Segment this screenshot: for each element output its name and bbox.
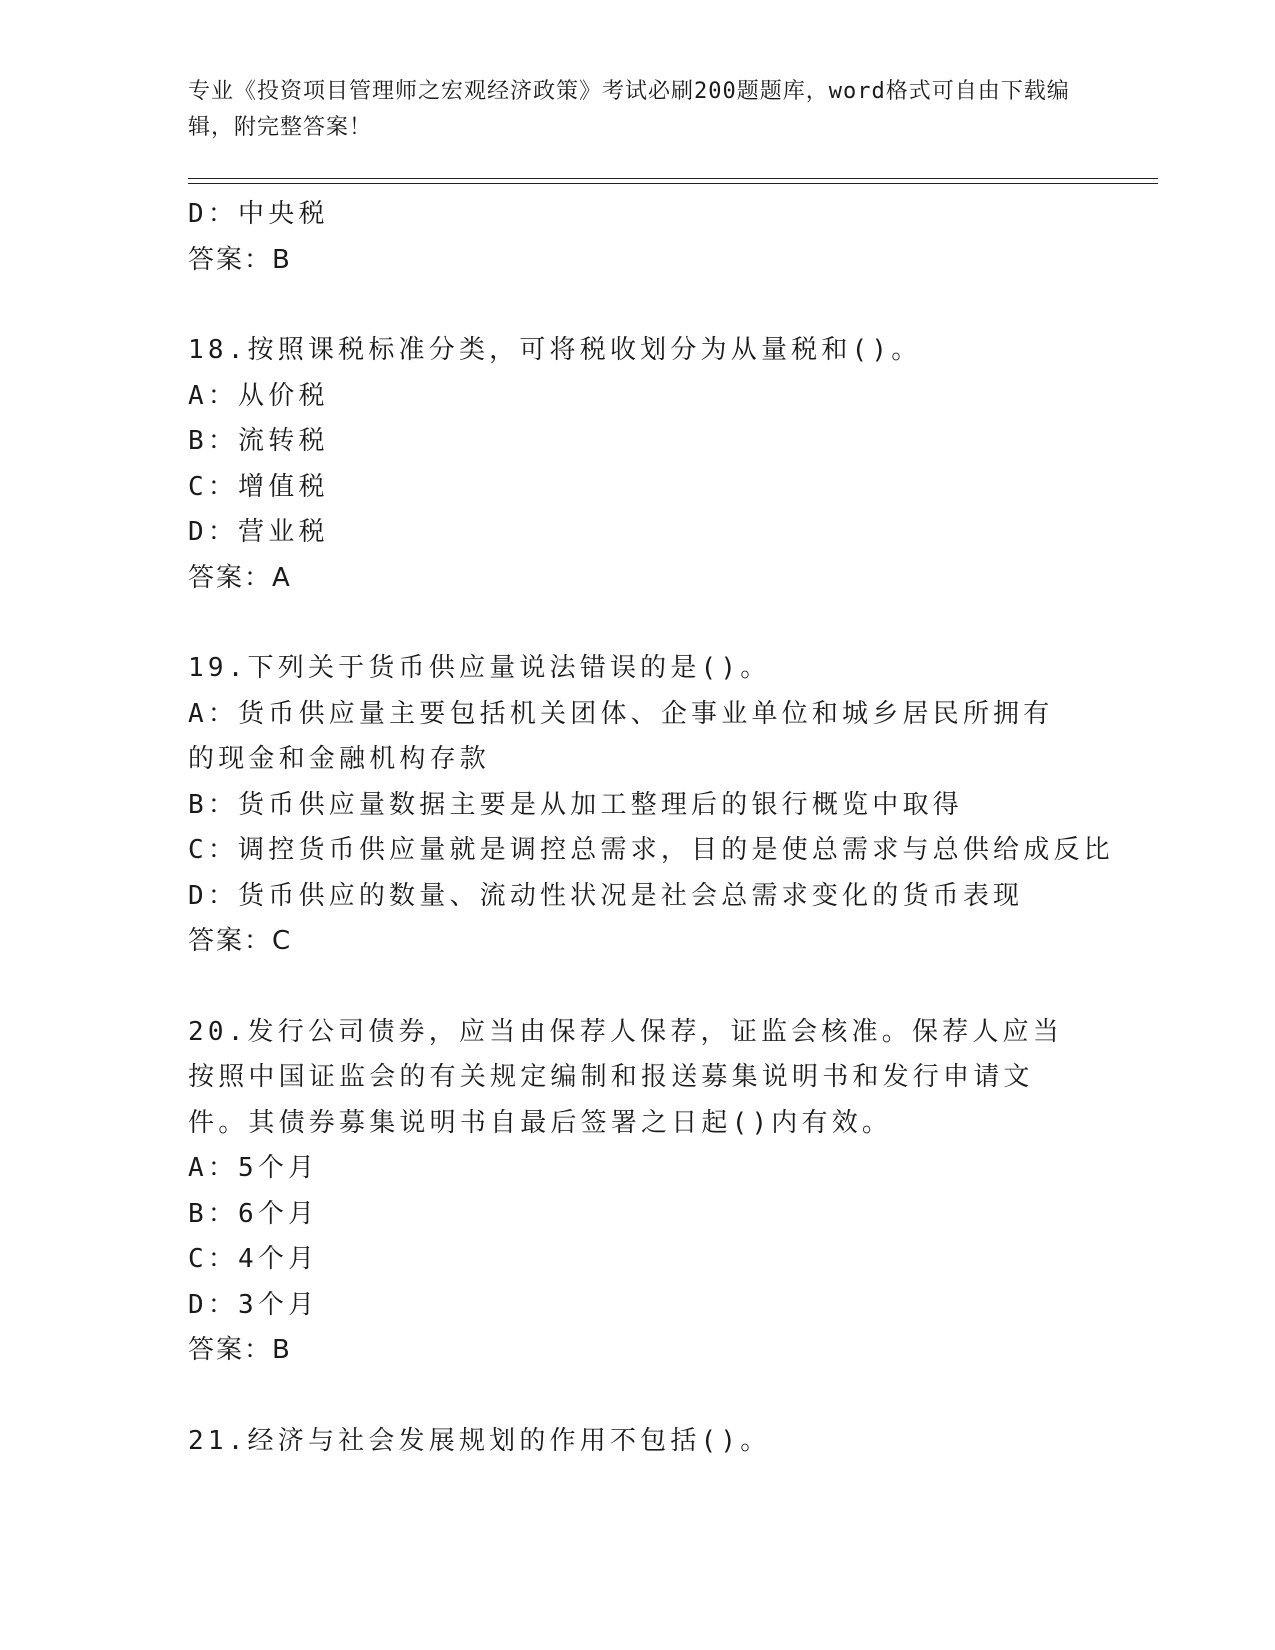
document-header: 专业《投资项目管理师之宏观经济政策》考试必刷200题题库，word格式可自由下载编辑，附完整答案！ <box>188 79 1070 140</box>
option-c: C：4个月 <box>188 1244 319 1274</box>
question-stem: 18.按照课税标准分类，可将税收划分为从量税和()。 <box>188 335 922 365</box>
question-21 <box>188 1419 1088 1465</box>
answer: 答案：A <box>188 562 292 593</box>
header-rule-top <box>188 178 1158 179</box>
option-d: D：3个月 <box>188 1289 319 1320</box>
option-b: B：货币供应量数据主要是从加工整理后的银行概览中取得 <box>188 789 963 820</box>
question-19 <box>188 646 1114 965</box>
option-c: C：调控货币供应量就是调控总需求，目的是使总需求与总供给成反比 <box>188 835 1114 865</box>
answer: 答案：B <box>188 244 292 275</box>
option-a: A：5个月 <box>188 1153 319 1183</box>
option-a: A：从价税 <box>188 380 329 411</box>
option-b: B：6个月 <box>188 1198 319 1229</box>
option-d: D：中央税 <box>188 199 329 229</box>
option-b: B：流转税 <box>188 426 329 456</box>
answer: 答案：C <box>188 926 293 956</box>
question-stem: 19.下列关于货币供应量说法错误的是()。 <box>188 653 771 683</box>
question-18 <box>188 328 1088 601</box>
question-17-tail <box>188 192 1088 283</box>
option-a: A：货币供应量主要包括机关团体、企事业单位和城乡居民所拥有的现金和金融机构存款 <box>188 698 1054 774</box>
question-content <box>188 192 1114 1464</box>
question-20 <box>188 1010 1088 1374</box>
option-d: D：营业税 <box>188 517 329 547</box>
option-d: D：货币供应的数量、流动性状况是社会总需求变化的货币表现 <box>188 880 1024 911</box>
answer: 答案：B <box>188 1335 292 1365</box>
option-c: C：增值税 <box>188 471 329 502</box>
question-stem: 20.发行公司债券，应当由保荐人保荐，证监会核准。保荐人应当按照中国证监会的有关规定编制和报送募集说明书和发行申请文件。其债券募集说明书自最后签署之日起()内有效。 <box>188 1016 1063 1138</box>
header-rule-bottom <box>188 183 1158 184</box>
question-stem: 21.经济与社会发展规划的作用不包括()。 <box>188 1425 771 1456</box>
